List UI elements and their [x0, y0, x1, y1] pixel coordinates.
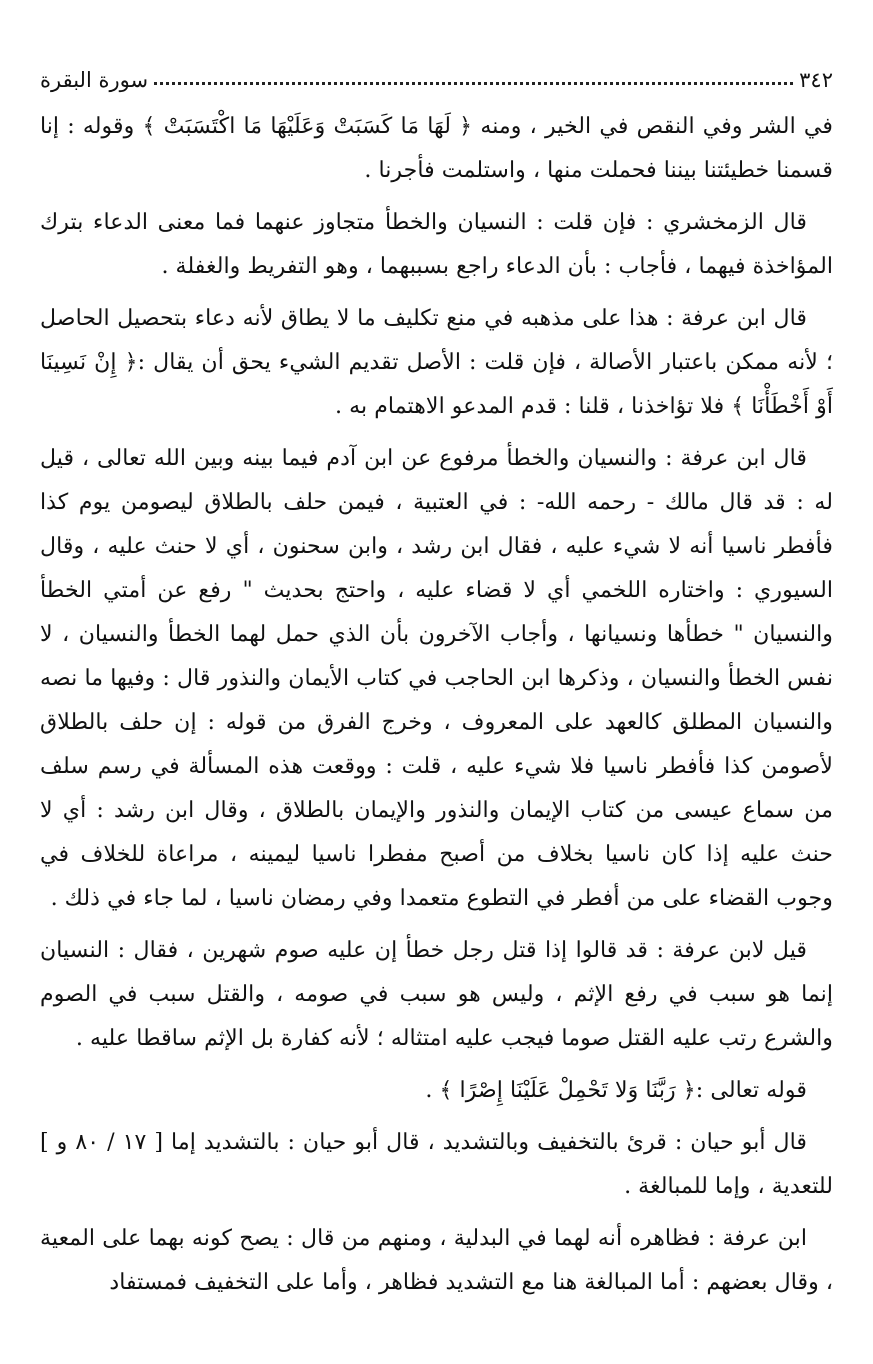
paragraph: قوله تعالى :﴿ رَبَّنَا وَلا تَحْمِلْ عَلَيْنَا إِصْرًا ﴾ .	[425, 1077, 807, 1103]
header-dotted-rule	[154, 82, 793, 85]
paragraph: قال ابن عرفة : هذا على مذهبه في منع تكليف ما لا يطاق لأنه دعاء بتحصيل الحاصل ؛ لأنه ممكن باعتبار الأصالة ، فإن قلت : الأصل تقديم الشيء يحق أن يقال :﴿ إِنْ نَسِينَا أَوْ أَخْطَأْنَا ﴾ فلا تؤاخذنا ، قلنا : قدم المدعو الاهتمام به .	[40, 305, 833, 419]
paragraph: ابن عرفة : فظاهره أنه لهما في البدلية ، ومنهم من قال : يصح كونه بهما على المعية ، وقال بعضهم : أما المبالغة هنا مع التشديد فظاهر ، وأما على التخفيف فمستفاد	[40, 1225, 833, 1295]
page-body	[40, 104, 833, 1304]
page-header	[40, 58, 833, 92]
paragraph: قيل لابن عرفة : قد قالوا إذا قتل رجل خطأ إن عليه صوم شهرين ، فقال : النسيان إنما هو سبب في رفع الإثم ، وليس هو سبب في صومه ، والقتل سبب في الصوم والشرع رتب عليه القتل صوما فيجب عليه امتثاله ؛ لأنه كفارة بل الإثم ساقطا عليه .	[40, 937, 833, 1051]
page-number: ٣٤٢	[799, 68, 833, 92]
surah-title: سورة البقرة	[40, 68, 149, 92]
paragraph: قال أبو حيان : قرئ بالتخفيف وبالتشديد ، قال أبو حيان : بالتشديد إما [ ١٧ / ٨٠ و ] للتعدية ، وإما للمبالغة .	[40, 1129, 833, 1199]
paragraph: قال الزمخشري : فإن قلت : النسيان والخطأ متجاوز عنهما فما معنى الدعاء بترك المؤاخذة فيهما ، فأجاب : بأن الدعاء راجع بسببهما ، وهو التفريط والغفلة .	[40, 209, 833, 279]
paragraph: في الشر وفي النقص في الخير ، ومنه ﴿ لَهَا مَا كَسَبَتْ وَعَلَيْهَا مَا اكْتَسَبَتْ ﴾ وقوله : إنا قسمنا خطيئتنا بيننا فحملت منها ، واستلمت فأجرنا .	[40, 113, 833, 183]
paragraph: قال ابن عرفة : والنسيان والخطأ مرفوع عن ابن آدم فيما بينه وبين الله تعالى ، قيل له : قد قال مالك - رحمه الله- : في العتبية ، فيمن حلف بالطلاق ليصومن يوم كذا فأفطر ناسيا أنه لا شيء عليه ، فقال ابن رشد ، وابن سحنون ، أي لا حنث عليه ، وقال السيوري : واختاره اللخمي أي لا قضاء عليه ، واحتج بحديث " رفع عن أمتي الخطأ والنسيان " خطأها ونسيانها ، وأجاب الآخرون بأن الذي حمل لهما الخطأ والنسيان ، لا نفس الخطأ والنسيان ، وذكرها ابن الحاجب في كتاب الأيمان والنذور قال : وفيها ما نصه والنسيان المطلق كالعهد على المعروف ، وخرج الفرق من قوله : إن حلف بالطلاق لأصومن كذا فأفطر ناسيا فلا شيء عليه ، قلت : ووقعت هذه المسألة في رسم سلف من سماع عيسى من كتاب الإيمان والنذور والإيمان بالطلاق ، وقال ابن رشد : أي لا حنث عليه إذا كان ناسيا بخلاف من أصبح مفطرا ناسيا ليمينه ، مراعاة للخلاف في وجوب القضاء على من أفطر في التطوع متعمدا وفي رمضان ناسيا ، لما جاء في ذلك .	[40, 445, 833, 911]
